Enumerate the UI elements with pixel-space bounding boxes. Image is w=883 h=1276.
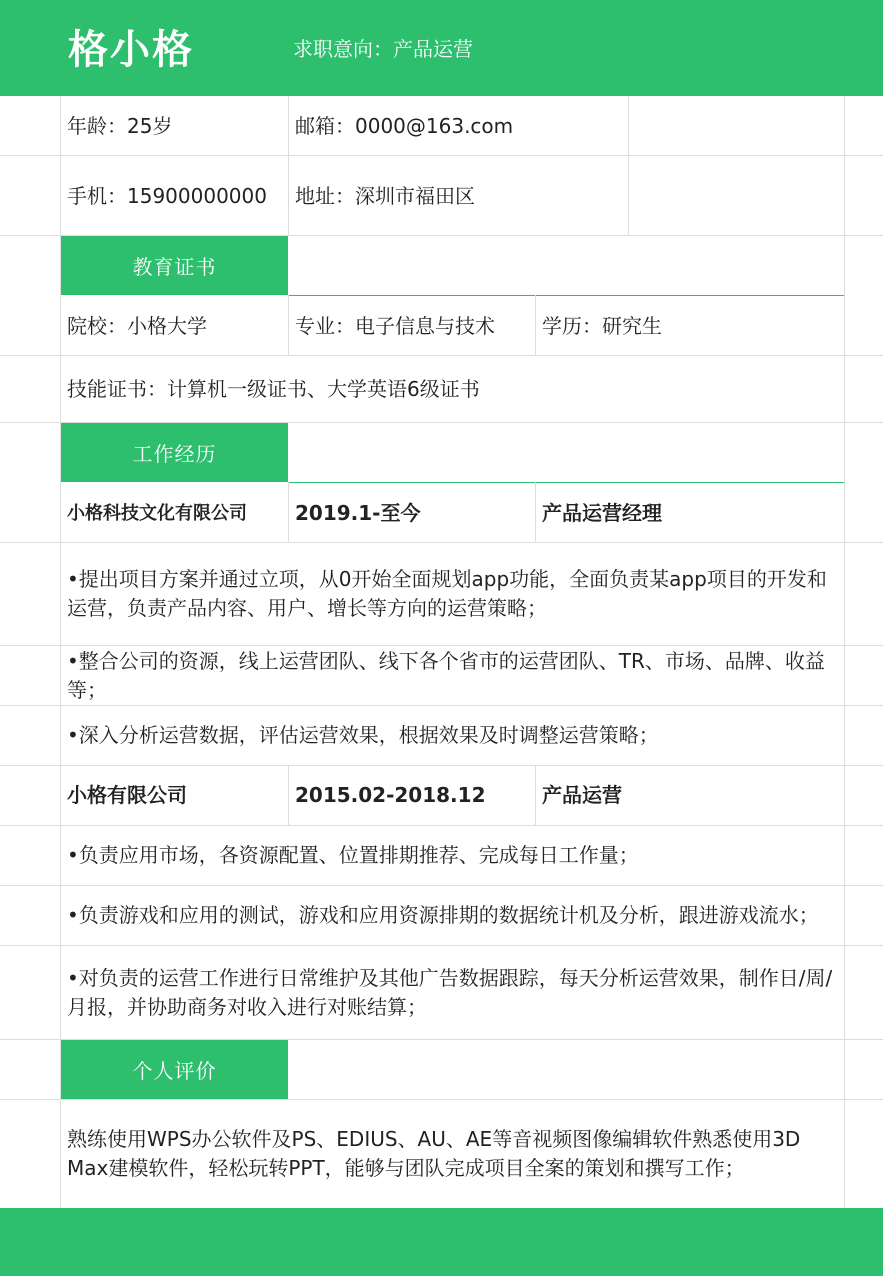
footer-bar	[0, 1208, 883, 1276]
address: 地址：深圳市福田区	[295, 183, 475, 208]
job-duty: •整合公司的资源，线上运营团队、线下各个省市的运营团队、TR、市场、品牌、收益等；	[67, 648, 825, 702]
self-evaluation: 熟练使用WPS办公软件及PS、EDIUS、AU、AE等音视频图像编辑软件熟悉使用3D Max建模软件，轻松玩转PPT，能够与团队完成项目全案的策划和撰写工作；	[67, 1127, 801, 1180]
job-intent: 求职意向：产品运营	[293, 37, 473, 61]
grid-line	[844, 96, 845, 1208]
certificates: 技能证书：计算机一级证书、大学英语6级证书	[67, 376, 480, 401]
phone: 手机：15900000000	[67, 183, 267, 208]
job-duty: •深入分析运营数据，评估运营效果，根据效果及时调整运营策略；	[67, 723, 659, 747]
job-duty: •负责游戏和应用的测试，游戏和应用资源排期的数据统计机及分析，跟进游戏流水；	[67, 903, 819, 927]
candidate-name: 格小格	[68, 27, 194, 73]
section-title-work: 工作经历	[61, 423, 288, 482]
job-duty: •对负责的运营工作进行日常维护及其他广告数据跟踪，每天分析运营效果，制作日/周/月报，并协助商务对收入进行对账结算；	[67, 965, 833, 1019]
job-duty: •负责应用市场，各资源配置、位置排期推荐、完成每日工作量；	[67, 843, 639, 867]
email: 邮箱：0000@163.com	[295, 113, 514, 138]
job-period: 2015.02-2018.12	[295, 783, 486, 807]
job-title: 产品运营	[542, 783, 622, 807]
degree: 学历：研究生	[542, 313, 662, 338]
section-title-education: 教育证书	[61, 236, 288, 295]
job-company: 小格科技文化有限公司	[67, 502, 247, 524]
age: 年龄：25岁	[67, 113, 173, 138]
job-company: 小格有限公司	[67, 783, 187, 807]
section-title-evaluation: 个人评价	[61, 1040, 288, 1099]
grid-line	[628, 96, 629, 236]
major: 专业：电子信息与技术	[295, 313, 495, 338]
job-period: 2019.1-至今	[295, 500, 421, 525]
job-duty: •提出项目方案并通过立项，从0开始全面规划app功能，全面负责某app项目的开发和运营，负责产品内容、用户、增长等方向的运营策略；	[67, 567, 827, 620]
school: 院校：小格大学	[67, 313, 207, 338]
job-title: 产品运营经理	[542, 500, 662, 525]
